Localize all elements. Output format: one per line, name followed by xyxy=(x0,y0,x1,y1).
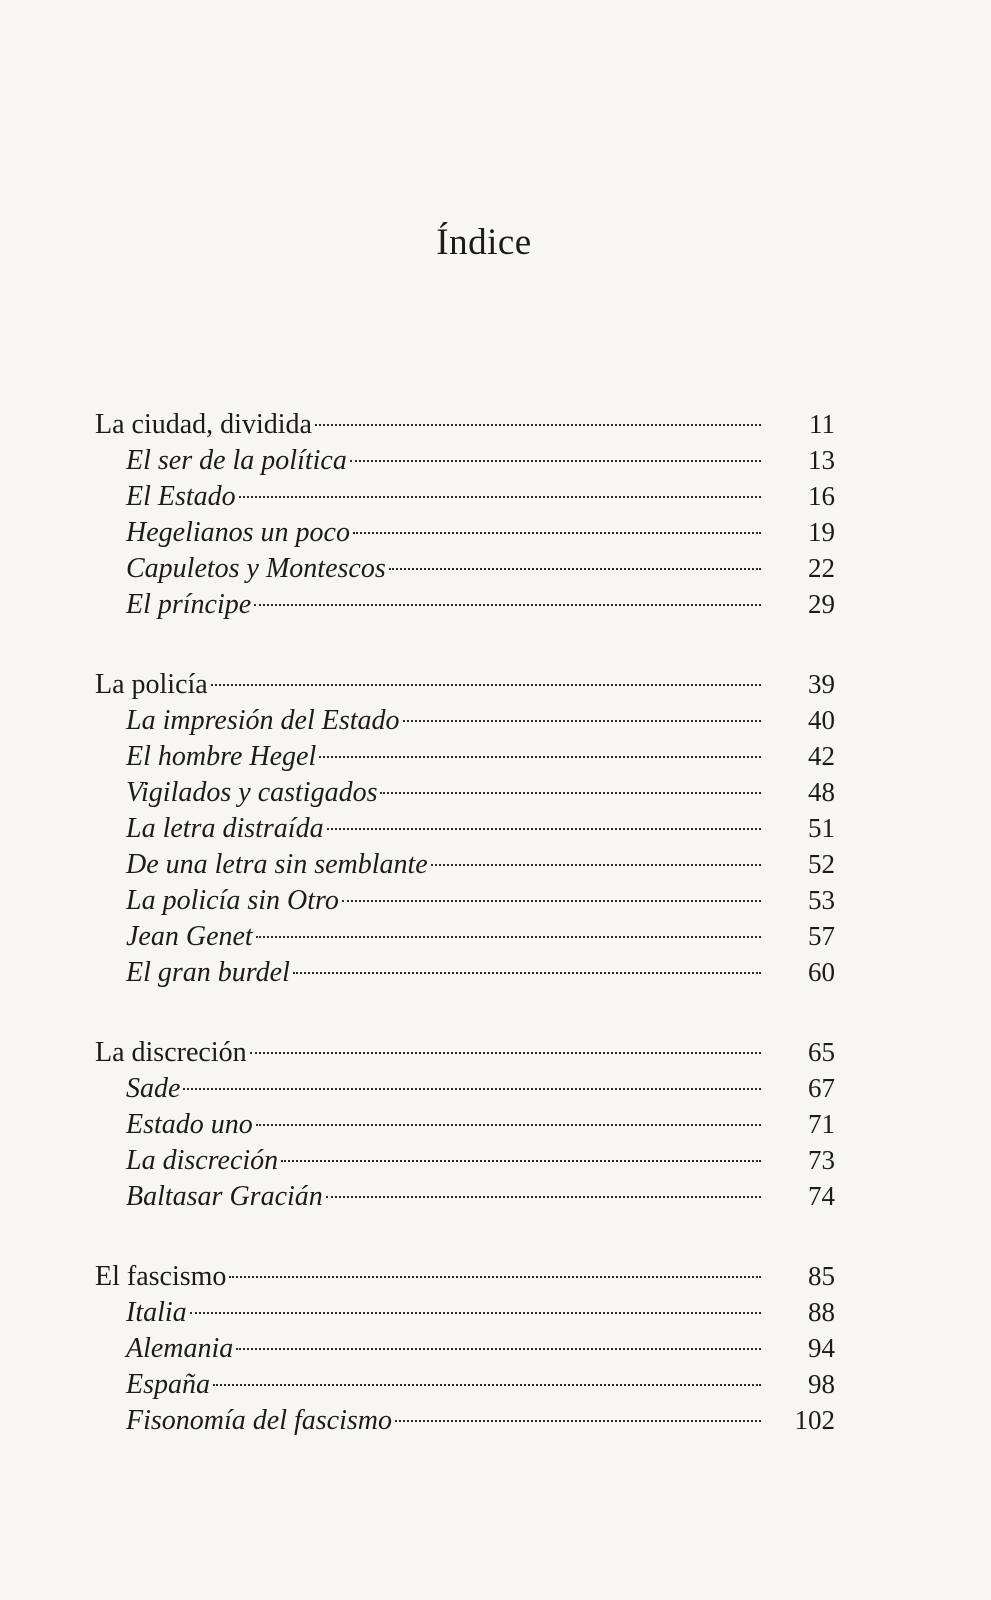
table-of-contents xyxy=(95,406,835,1438)
entry-title: El príncipe xyxy=(126,589,252,620)
entry-title: El hombre Hegel xyxy=(126,741,317,772)
dot-leader xyxy=(395,1420,761,1422)
toc-entry xyxy=(95,738,835,774)
dot-leader xyxy=(254,604,761,606)
toc-entry xyxy=(95,702,835,738)
page-number: 29 xyxy=(808,589,835,619)
dot-leader xyxy=(342,900,761,902)
page-number: 53 xyxy=(808,885,835,915)
page-number: 16 xyxy=(808,481,835,511)
dot-leader xyxy=(229,1276,761,1278)
page-number: 102 xyxy=(794,1405,835,1435)
entry-title: El gran burdel xyxy=(126,957,290,988)
entry-title: La policía sin Otro xyxy=(126,885,339,916)
entry-title: Hegelianos un poco xyxy=(126,517,350,548)
page-number: 40 xyxy=(808,705,835,735)
dot-leader xyxy=(327,828,761,830)
entry-title: El Estado xyxy=(126,481,236,512)
toc-entry xyxy=(95,774,835,810)
dot-leader xyxy=(293,972,761,974)
toc-section xyxy=(95,1258,835,1438)
page-title: Índice xyxy=(436,221,532,263)
toc-entry xyxy=(95,514,835,550)
dot-leader xyxy=(389,568,761,570)
page-number: 60 xyxy=(808,957,835,987)
entry-title: Estado uno xyxy=(126,1109,253,1140)
page-number: 88 xyxy=(808,1297,835,1327)
entry-title: Alemania xyxy=(126,1333,234,1364)
page-number: 19 xyxy=(808,517,835,547)
entry-title: Vigilados y castigados xyxy=(126,777,378,808)
page-number: 85 xyxy=(808,1261,835,1291)
chapter-title: La ciudad, dividida xyxy=(95,409,312,440)
toc-chapter xyxy=(95,666,835,702)
toc-entry xyxy=(95,1106,835,1142)
dot-leader xyxy=(256,1124,761,1126)
dot-leader xyxy=(183,1088,761,1090)
chapter-title: La discreción xyxy=(95,1037,247,1068)
toc-entry xyxy=(95,1330,835,1366)
entry-title: El ser de la política xyxy=(126,445,347,476)
dot-leader xyxy=(431,864,761,866)
toc-entry xyxy=(95,586,835,622)
toc-entry xyxy=(95,882,835,918)
dot-leader xyxy=(350,460,761,462)
toc-entry xyxy=(95,1294,835,1330)
dot-leader xyxy=(403,720,761,722)
page-number: 74 xyxy=(808,1181,835,1211)
page-number: 65 xyxy=(808,1037,835,1067)
entry-title: Baltasar Gracián xyxy=(126,1181,323,1212)
page-number: 22 xyxy=(808,553,835,583)
toc-entry xyxy=(95,954,835,990)
entry-title: Jean Genet xyxy=(126,921,253,952)
dot-leader xyxy=(353,532,761,534)
toc-section xyxy=(95,406,835,622)
chapter-title: El fascismo xyxy=(95,1261,227,1292)
page-number: 13 xyxy=(808,445,835,475)
toc-chapter xyxy=(95,1034,835,1070)
toc-chapter xyxy=(95,406,835,442)
page-number: 98 xyxy=(808,1369,835,1399)
dot-leader xyxy=(239,496,761,498)
dot-leader xyxy=(326,1196,761,1198)
toc-entry xyxy=(95,918,835,954)
page-number: 73 xyxy=(808,1145,835,1175)
dot-leader xyxy=(213,1384,761,1386)
toc-entry xyxy=(95,1366,835,1402)
toc-entry xyxy=(95,1142,835,1178)
page-number: 51 xyxy=(808,813,835,843)
dot-leader xyxy=(190,1312,761,1314)
entry-title: Italia xyxy=(126,1297,187,1328)
page-number: 94 xyxy=(808,1333,835,1363)
toc-entry xyxy=(95,810,835,846)
entry-title: Fisonomía del fascismo xyxy=(126,1405,392,1436)
page-number: 57 xyxy=(808,921,835,951)
page-number: 67 xyxy=(808,1073,835,1103)
entry-title: Capuletos y Montescos xyxy=(126,553,386,584)
dot-leader xyxy=(380,792,761,794)
toc-section xyxy=(95,1034,835,1214)
toc-entry xyxy=(95,1178,835,1214)
chapter-title: La policía xyxy=(95,669,208,700)
page-number: 11 xyxy=(809,409,835,439)
entry-title: La impresión del Estado xyxy=(126,705,400,736)
toc-entry xyxy=(95,478,835,514)
toc-entry xyxy=(95,846,835,882)
entry-title: La discreción xyxy=(126,1145,279,1176)
page-number: 48 xyxy=(808,777,835,807)
entry-title: La letra distraída xyxy=(126,813,324,844)
toc-entry xyxy=(95,550,835,586)
entry-title: España xyxy=(126,1369,210,1400)
dot-leader xyxy=(315,424,761,426)
page-number: 42 xyxy=(808,741,835,771)
toc-section xyxy=(95,666,835,990)
page-number: 52 xyxy=(808,849,835,879)
entry-title: De una letra sin semblante xyxy=(126,849,428,880)
toc-entry xyxy=(95,1402,835,1438)
dot-leader xyxy=(281,1160,761,1162)
entry-title: Sade xyxy=(126,1073,181,1104)
page-number: 39 xyxy=(808,669,835,699)
dot-leader xyxy=(319,756,761,758)
toc-chapter xyxy=(95,1258,835,1294)
dot-leader xyxy=(256,936,761,938)
dot-leader xyxy=(250,1052,761,1054)
dot-leader xyxy=(211,684,761,686)
toc-entry xyxy=(95,442,835,478)
toc-entry xyxy=(95,1070,835,1106)
page-number: 71 xyxy=(808,1109,835,1139)
dot-leader xyxy=(236,1348,761,1350)
